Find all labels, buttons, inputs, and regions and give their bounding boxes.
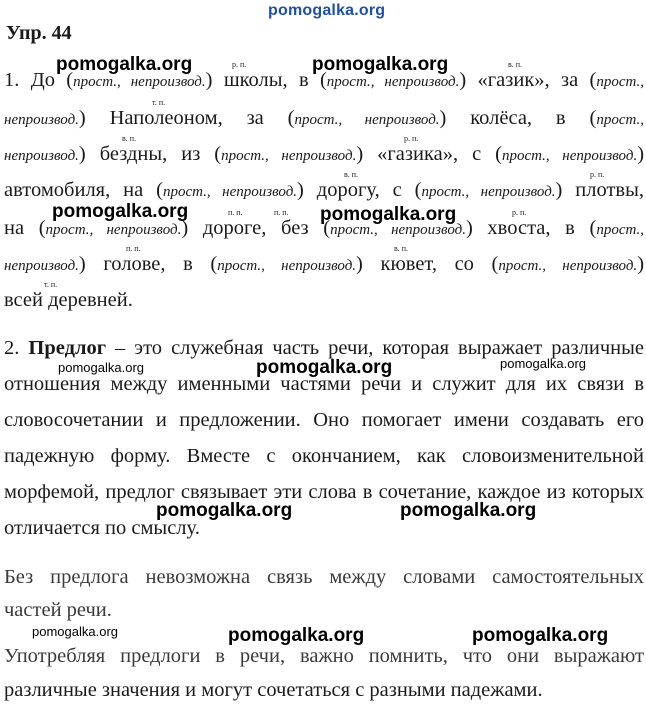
watermark: pomogalka.org: [256, 357, 393, 378]
text-line: на (прост., непроизвод.) дороге, без (прост., непроизвод.) хвоста, в (прост.,: [4, 217, 644, 239]
text-line: падежную форму. Вместе с окончанием, как словоизменительной: [4, 445, 644, 467]
watermark: pomogalka.org: [58, 360, 144, 375]
text-line: отношения между именными частями речи и служит для их связи в: [4, 373, 644, 395]
watermark: pomogalka.org: [52, 201, 189, 222]
watermark: pomogalka.org: [32, 624, 118, 639]
case-tag: т. п.: [44, 280, 58, 289]
text-line: словосочетании и предложении. Оно помогает имени создавать его: [4, 409, 644, 431]
text-line: автомобиля, на (прост., непроизвод.) дорогу, с (прост., непроизвод.) плотвы,: [4, 179, 644, 201]
case-tag: в. п.: [508, 60, 523, 69]
exercise-title: Упр. 44: [6, 22, 72, 44]
text-line: непроизвод.) бездны, из (прост., непроизвод.) «газика», с (прост., непроизвод.): [4, 143, 645, 165]
text-line: морфемой, предлог связывает эти слова в сочетание, каждое из которых: [4, 481, 644, 503]
case-tag: п. п.: [274, 208, 289, 217]
case-tag: в. п.: [394, 244, 409, 253]
text-line: Без предлога невозможна связь между словами самостоятельных: [4, 566, 644, 588]
watermark: pomogalka.org: [312, 54, 449, 75]
text-line: всей деревней.: [4, 289, 133, 311]
case-tag: в. п.: [122, 134, 137, 143]
case-tag: п. п.: [126, 244, 141, 253]
text-line: Употребляя предлоги в речи, важно помнить, что они выражают: [4, 645, 644, 667]
case-tag: р. п.: [512, 208, 527, 217]
watermark: pomogalka.org: [228, 625, 365, 646]
case-tag: р. п.: [590, 170, 605, 179]
case-tag: т. п.: [152, 98, 166, 107]
case-tag: р. п.: [232, 60, 247, 69]
text-line: отличается по смыслу.: [4, 517, 200, 539]
watermark: pomogalka.org: [400, 500, 537, 521]
watermark: pomogalka.org: [472, 625, 609, 646]
text-line: непроизвод.) голове, в (прост., непроизвод.) кювет, со (прост., непроизвод.): [4, 253, 645, 275]
watermark: pomogalka.org: [500, 356, 586, 371]
watermark: pomogalka.org: [156, 500, 293, 521]
case-tag: п. п.: [228, 208, 243, 217]
case-tag: в. п.: [344, 170, 359, 179]
text-line: 1. До (прост., непроизвод.) школы, в (прост., непроизвод.) «газик», за (прост.,: [4, 69, 645, 91]
case-tag: р. п.: [404, 134, 419, 143]
text-line: частей речи.: [4, 599, 112, 621]
text-line: непроизвод.) Наполеоном, за (прост., непроизвод.) колёса, в (прост.,: [4, 107, 644, 129]
text-line: 2. Предлог – это служебная часть речи, которая выражает различные: [4, 337, 644, 359]
watermark: pomogalka.org: [320, 204, 457, 225]
site-header-link[interactable]: pomogalka.org: [268, 2, 386, 19]
text-line: различные значения и могут сочетаться с разными падежами.: [4, 679, 543, 701]
watermark: pomogalka.org: [56, 54, 193, 75]
